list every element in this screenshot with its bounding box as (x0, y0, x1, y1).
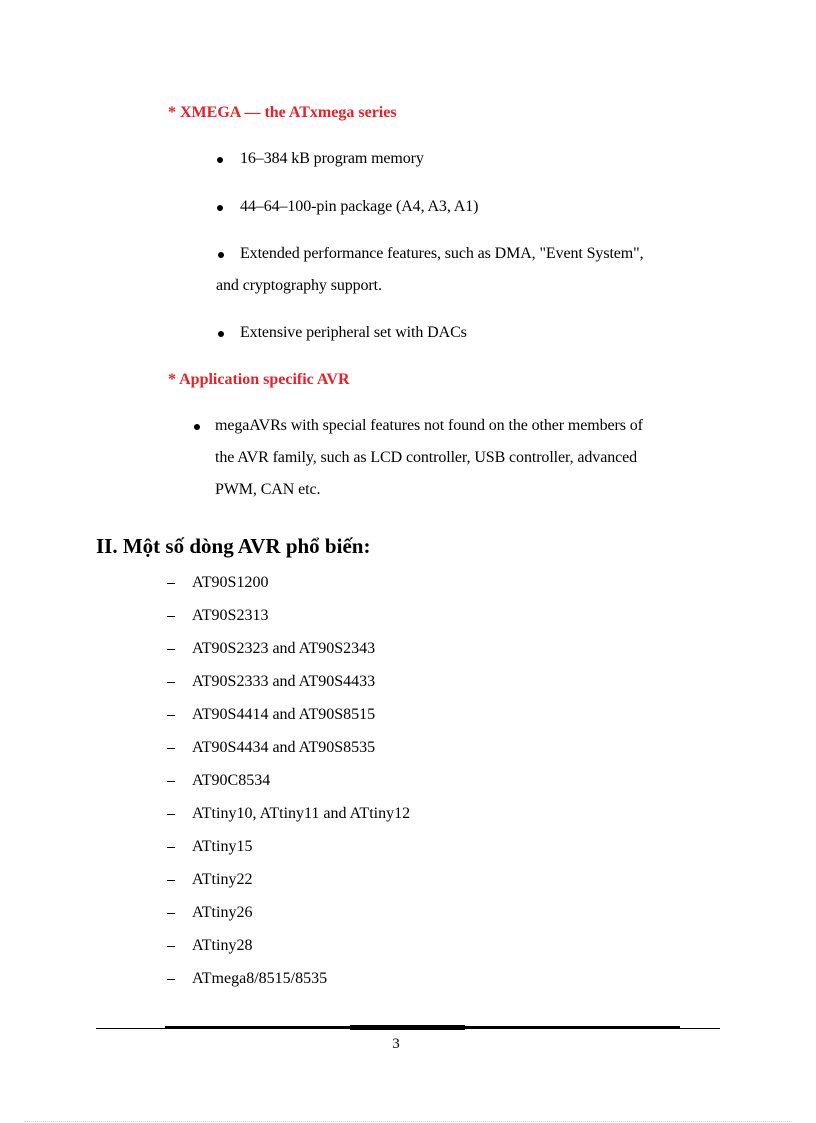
page-bottom-edge (24, 1121, 792, 1122)
list-item-text: AT90C8534 (192, 772, 271, 789)
list-item-text: AT90S2333 and AT90S4433 (192, 673, 376, 690)
page-number (0, 1036, 816, 1053)
bullet-icon (218, 331, 224, 337)
bullet-text-continuation: and cryptography support. (216, 277, 382, 294)
bullet-icon (194, 424, 200, 430)
dash-icon (167, 847, 175, 848)
bullet-text: 16–384 kB program memory (240, 150, 424, 167)
dash-icon (167, 814, 175, 815)
list-item-text: AT90S4434 and AT90S8535 (192, 739, 376, 756)
dash-icon (167, 583, 175, 584)
dash-icon (167, 616, 175, 617)
list-item-text: AT90S1200 (192, 574, 269, 591)
dash-icon (167, 748, 175, 749)
section-title: II. Một số dòng AVR phổ biến: (96, 534, 371, 558)
bullet-icon (218, 252, 224, 258)
list-item-text: ATmega8/8515/8535 (192, 970, 328, 987)
list-item-text: ATtiny10, ATtiny11 and ATtiny12 (192, 805, 411, 822)
dash-icon (167, 979, 175, 980)
list-item-text: AT90S2313 (192, 607, 269, 624)
bullet-icon (217, 157, 223, 163)
bullet-icon (217, 205, 223, 211)
bullet-text: megaAVRs with special features not found on the other members of (215, 417, 643, 434)
dash-icon (167, 649, 175, 650)
bullet-text: 44–64–100-pin package (A4, A3, A1) (240, 198, 479, 215)
list-item-text: AT90S2323 and AT90S2343 (192, 640, 376, 657)
list-item-text: ATtiny26 (192, 904, 253, 921)
bullet-text: the AVR family, such as LCD controller, USB controller, advanced (215, 449, 638, 466)
dash-icon (167, 682, 175, 683)
bullet-text: Extensive peripheral set with DACs (240, 324, 467, 341)
dash-icon (167, 880, 175, 881)
xmega-heading: * XMEGA — the ATxmega series (168, 104, 397, 121)
bullet-text: Extended performance features, such as DMA, "Event System", (240, 245, 644, 262)
list-item-text: AT90S4414 and AT90S8515 (192, 706, 376, 723)
dash-icon (167, 946, 175, 947)
dash-icon (167, 781, 175, 782)
application-heading: * Application specific AVR (168, 371, 350, 388)
footer-rule-center (350, 1025, 465, 1030)
list-item-text: ATtiny28 (192, 937, 253, 954)
list-item-text: ATtiny15 (192, 838, 253, 855)
list-item-text: ATtiny22 (192, 871, 253, 888)
dash-icon (167, 715, 175, 716)
bullet-text: PWM, CAN etc. (215, 481, 321, 498)
page-number-text: 3 (392, 1036, 400, 1052)
dash-icon (167, 913, 175, 914)
